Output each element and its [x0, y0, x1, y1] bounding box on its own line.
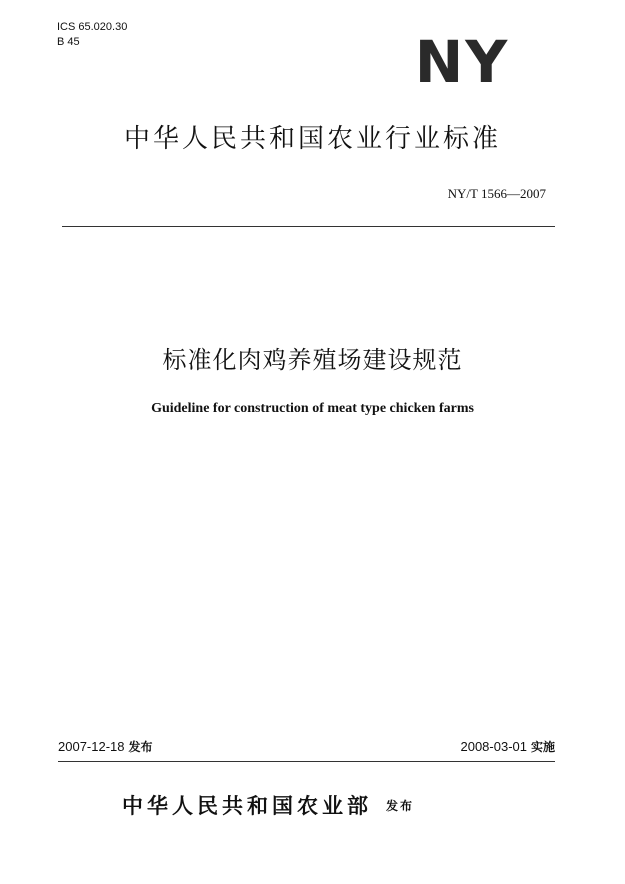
- issuing-authority: [122, 790, 414, 820]
- classification-codes: [57, 20, 127, 50]
- standard-number: NY/T 1566—2007: [447, 186, 546, 201]
- issuer-action: 发布: [386, 799, 415, 813]
- issuer-name: 中华人民共和国农业部: [122, 793, 372, 818]
- effective-date-label: 实施: [530, 740, 555, 754]
- document-title-english: Guideline for construction of meat type chicken farms: [151, 401, 474, 416]
- effective-date-value: 2008-03-01: [460, 739, 527, 754]
- document-title-chinese: 标准化肉鸡养殖场建设规范: [162, 346, 463, 374]
- issue-date: [58, 738, 153, 755]
- industry-standard-heading: 中华人民共和国农业行业标准: [123, 124, 501, 154]
- ny-logo: NY: [414, 28, 510, 96]
- issue-date-label: 发布: [128, 740, 153, 754]
- ccs-code: B 45: [57, 36, 80, 48]
- effective-date: [460, 738, 555, 755]
- bottom-divider: [58, 761, 555, 762]
- top-divider: [62, 226, 555, 227]
- issue-date-value: 2007-12-18: [58, 739, 125, 754]
- ics-code: ICS 65.020.30: [57, 21, 128, 33]
